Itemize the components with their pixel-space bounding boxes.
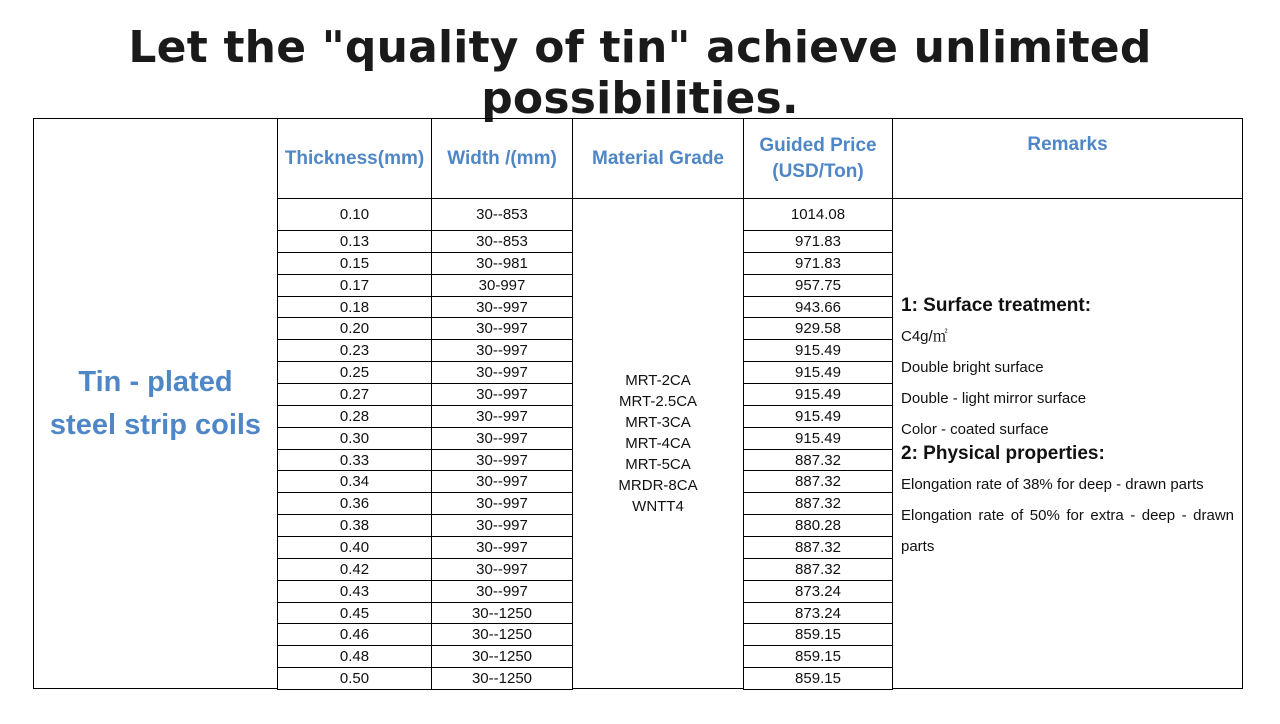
table-cell-thickness: 0.43 [277, 580, 432, 603]
table-cell-width: 30--1250 [431, 645, 573, 668]
table-cell-width: 30--997 [431, 514, 573, 537]
table-cell-price: 887.32 [743, 492, 893, 515]
table-cell-width: 30--997 [431, 558, 573, 581]
table-cell-price: 873.24 [743, 602, 893, 624]
material-grade-cell [572, 198, 744, 689]
table-cell-price: 957.75 [743, 274, 893, 297]
material-grade-item: MRT-2.5CA [618, 393, 698, 410]
table-cell-price: 943.66 [743, 296, 893, 318]
table-cell-price: 1014.08 [743, 198, 893, 231]
header-remarks: Remarks [892, 118, 1243, 199]
table-cell-price: 887.32 [743, 558, 893, 581]
table-cell-width: 30-997 [431, 274, 573, 297]
table-cell-thickness: 0.50 [277, 667, 432, 690]
table-cell-thickness: 0.28 [277, 405, 432, 428]
table-cell-thickness: 0.18 [277, 296, 432, 318]
material-grade-item: MRT-5CA [625, 456, 691, 473]
header-guided-price [743, 118, 893, 199]
material-grade-item: MRDR-8CA [618, 477, 698, 494]
table-cell-width: 30--997 [431, 405, 573, 428]
table-cell-price: 887.32 [743, 449, 893, 471]
table-cell-thickness: 0.48 [277, 645, 432, 668]
remarks-cell [892, 198, 1243, 689]
table-cell-price: 859.15 [743, 645, 893, 668]
table-cell-thickness: 0.30 [277, 427, 432, 450]
physical-item: Elongation rate of 38% for deep - drawn parts [901, 476, 1204, 493]
table-cell-thickness: 0.40 [277, 536, 432, 559]
table-cell-thickness: 0.15 [277, 252, 432, 275]
material-grade-item: MRT-3CA [625, 414, 691, 431]
table-cell-thickness: 0.33 [277, 449, 432, 471]
physical-properties-title: 2: Physical properties: [901, 443, 1105, 464]
material-grade-item: MRT-2CA [625, 372, 691, 389]
table-cell-thickness: 0.46 [277, 623, 432, 646]
table-cell-width: 30--853 [431, 198, 573, 231]
surface-item: Double bright surface [901, 359, 1044, 376]
table-cell-price: 880.28 [743, 514, 893, 537]
material-grade-item: WNTT4 [632, 498, 684, 515]
price-table [33, 118, 1243, 689]
table-cell-width: 30--1250 [431, 667, 573, 690]
table-cell-width: 30--1250 [431, 623, 573, 646]
header-thickness: Thickness(mm) [277, 118, 432, 199]
table-cell-width: 30--997 [431, 296, 573, 318]
table-cell-price: 915.49 [743, 405, 893, 428]
table-cell-width: 30--997 [431, 536, 573, 559]
material-grade-item: MRT-4CA [625, 435, 691, 452]
table-cell-price: 971.83 [743, 252, 893, 275]
table-cell-width: 30--853 [431, 230, 573, 253]
table-cell-width: 30--981 [431, 252, 573, 275]
table-cell-thickness: 0.20 [277, 317, 432, 340]
header-price-line-2: (USD/Ton) [772, 160, 864, 182]
table-cell-width: 30--1250 [431, 602, 573, 624]
table-cell-thickness: 0.10 [277, 198, 432, 231]
table-cell-thickness: 0.45 [277, 602, 432, 624]
table-cell-price: 873.24 [743, 580, 893, 603]
table-cell-price: 915.49 [743, 427, 893, 450]
table-cell-width: 30--997 [431, 470, 573, 493]
table-cell-thickness: 0.13 [277, 230, 432, 253]
table-cell-thickness: 0.34 [277, 470, 432, 493]
table-cell-thickness: 0.42 [277, 558, 432, 581]
table-cell-thickness: 0.27 [277, 383, 432, 406]
header-material-grade: Material Grade [572, 118, 744, 199]
table-cell-width: 30--997 [431, 449, 573, 471]
table-cell-price: 887.32 [743, 470, 893, 493]
table-cell-price: 859.15 [743, 623, 893, 646]
surface-item: C4g/㎡ [901, 328, 948, 345]
surface-item: Color - coated surface [901, 421, 1049, 438]
table-cell-price: 859.15 [743, 667, 893, 690]
table-cell-width: 30--997 [431, 427, 573, 450]
table-cell-thickness: 0.23 [277, 339, 432, 362]
table-cell-width: 30--997 [431, 383, 573, 406]
table-cell-thickness: 0.25 [277, 361, 432, 384]
table-cell-width: 30--997 [431, 492, 573, 515]
page-headline: Let the "quality of tin" achieve unlimited possibilities. [128, 22, 1152, 124]
table-cell-thickness: 0.38 [277, 514, 432, 537]
physical-item: Elongation rate of 50% for extra - deep - drawn parts [901, 507, 1234, 555]
table-cell-price: 887.32 [743, 536, 893, 559]
table-cell-price: 915.49 [743, 383, 893, 406]
table-cell-width: 30--997 [431, 317, 573, 340]
table-cell-width: 30--997 [431, 361, 573, 384]
surface-treatment-title: 1: Surface treatment: [901, 295, 1092, 316]
table-cell-width: 30--997 [431, 339, 573, 362]
table-cell-thickness: 0.17 [277, 274, 432, 297]
table-cell-price: 915.49 [743, 339, 893, 362]
product-name-line-2: steel strip coils [49, 408, 262, 441]
table-cell-price: 929.58 [743, 317, 893, 340]
header-price-line-1: Guided Price [759, 134, 877, 156]
product-name-cell [33, 118, 278, 689]
table-cell-price: 915.49 [743, 361, 893, 384]
table-cell-width: 30--997 [431, 580, 573, 603]
table-cell-thickness: 0.36 [277, 492, 432, 515]
header-width: Width /(mm) [431, 118, 573, 199]
product-name-line-1: Tin - plated [78, 365, 233, 398]
table-cell-price: 971.83 [743, 230, 893, 253]
surface-item: Double - light mirror surface [901, 390, 1087, 407]
